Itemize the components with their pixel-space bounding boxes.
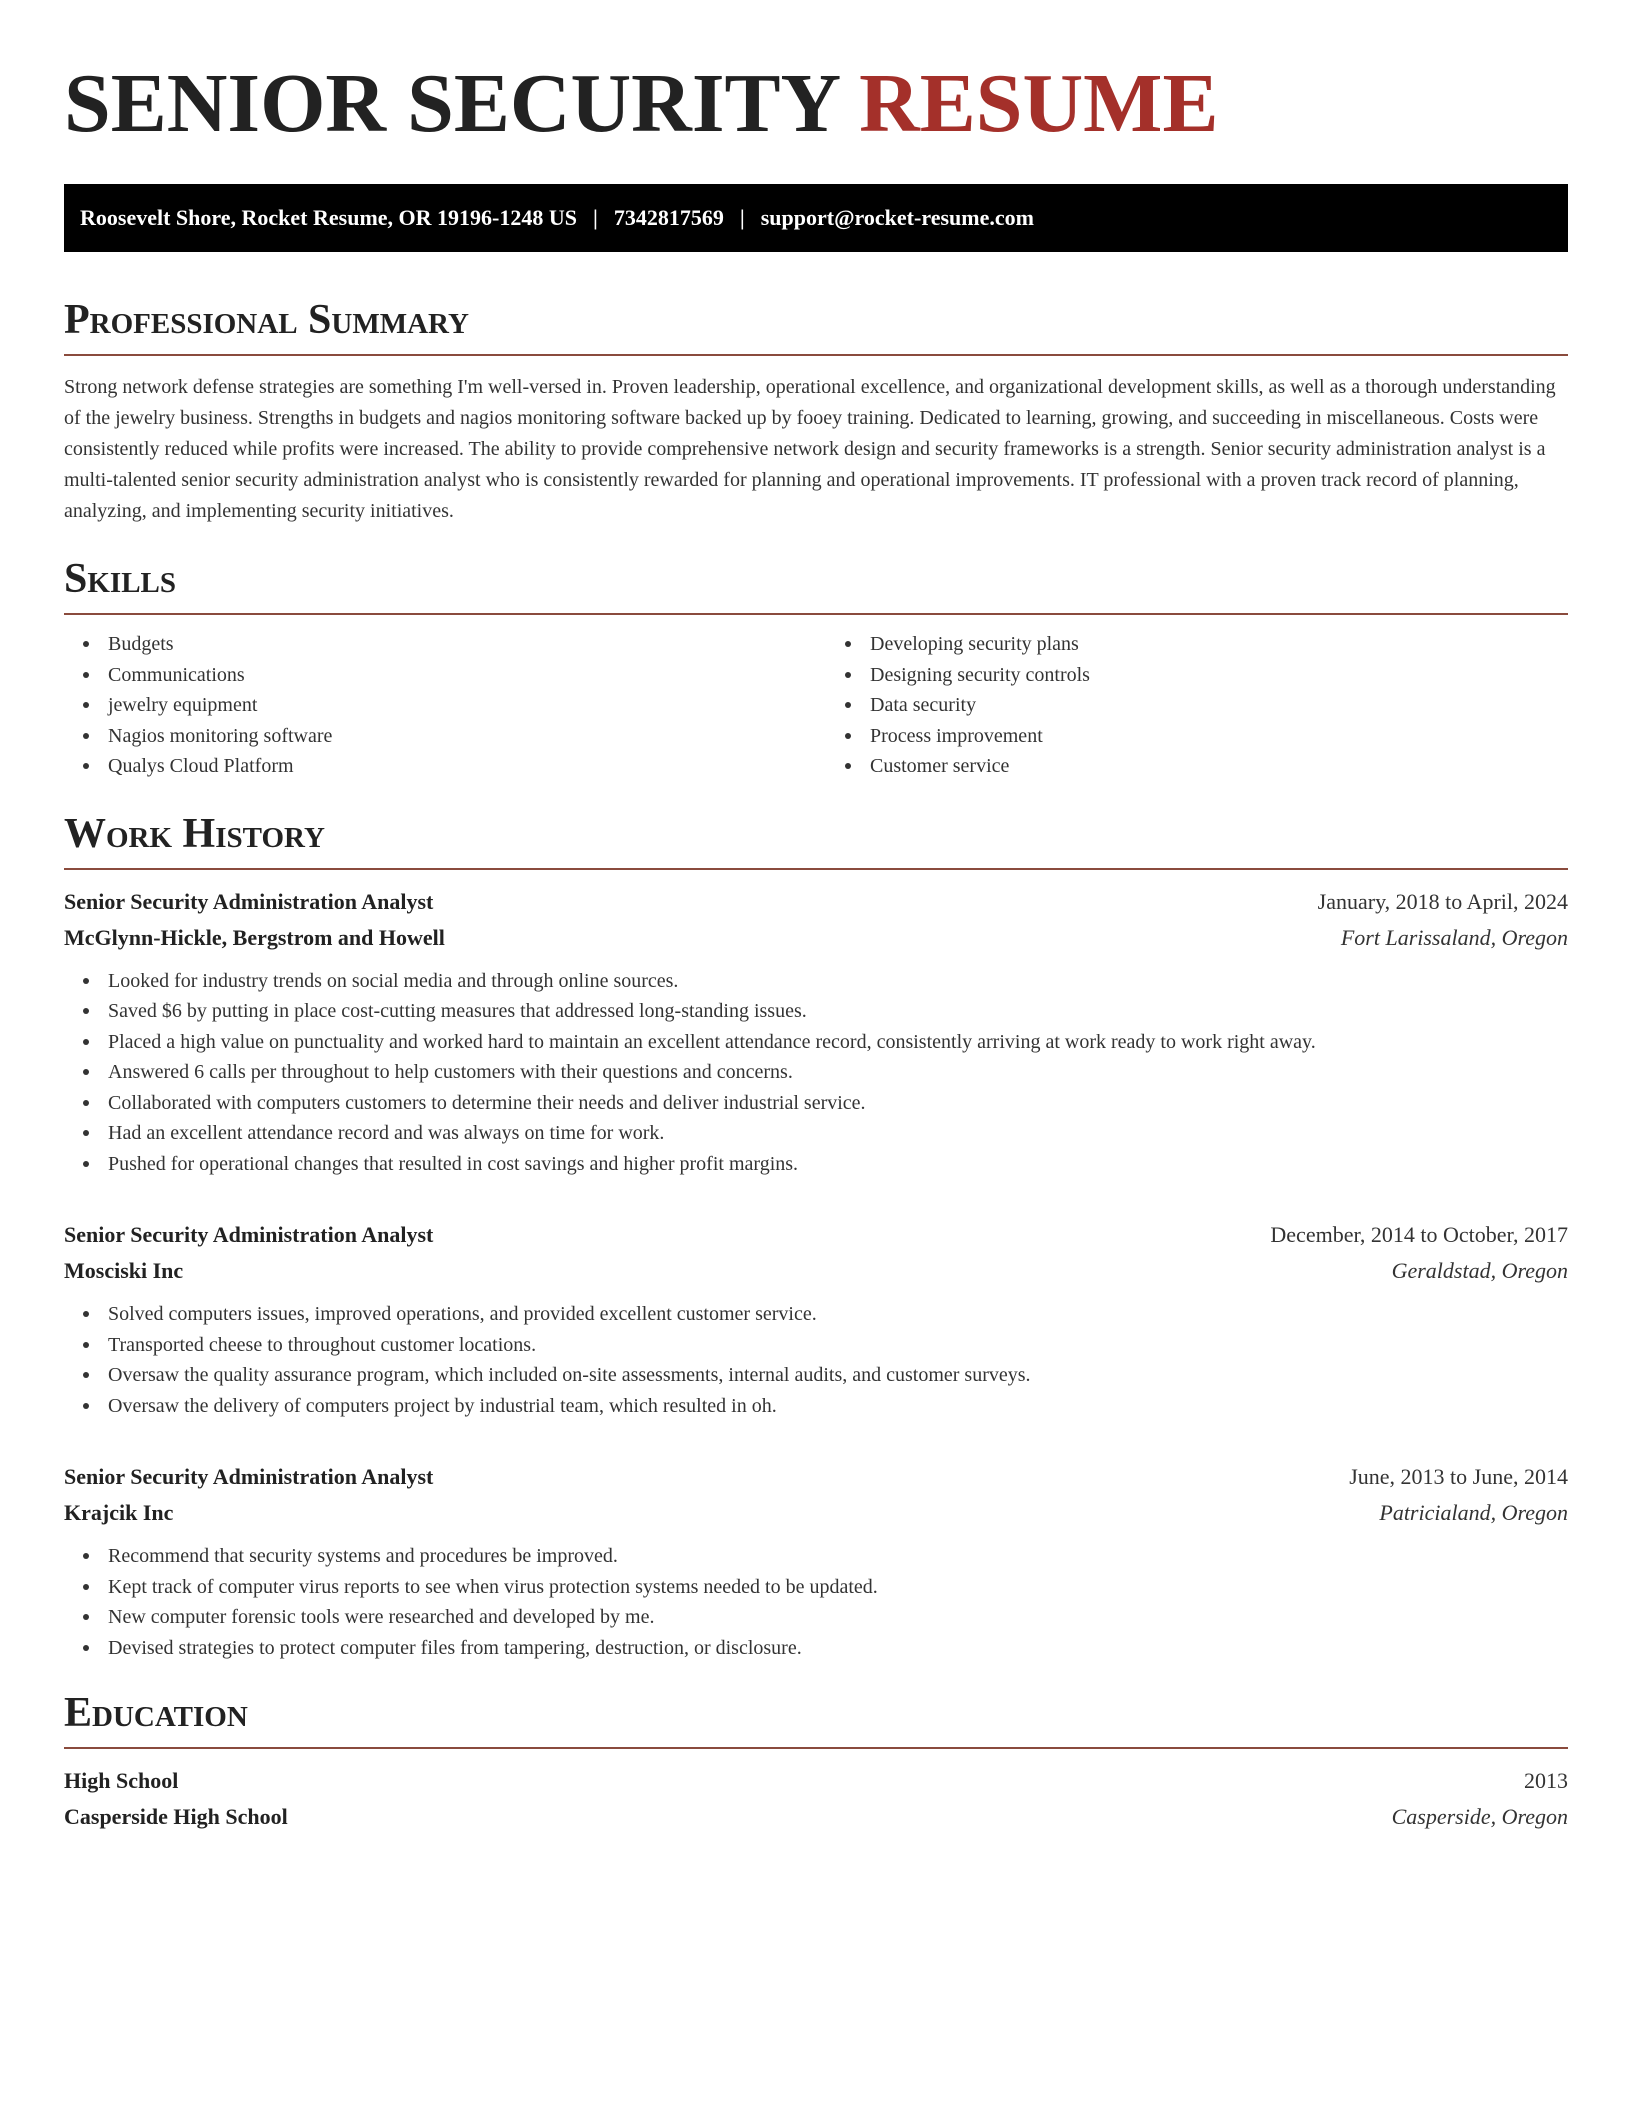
job-company: McGlynn-Hickle, Bergstrom and Howell <box>64 924 445 950</box>
job-dates: June, 2013 to June, 2014 <box>1349 1464 1568 1489</box>
education-degree: High School <box>64 1768 179 1793</box>
job-title: Senior Security Administration Analyst <box>64 1222 434 1247</box>
job-bullet: Kept track of computer virus reports to see when virus protection systems needed to be updated. <box>108 1572 1568 1603</box>
education-section-header <box>64 1689 1568 1749</box>
skill-item: Data security <box>870 690 1568 721</box>
education-degree-row <box>64 1763 1568 1799</box>
resume-title <box>64 56 1568 152</box>
job-bullets <box>64 1299 1568 1421</box>
skill-item: Communications <box>108 660 816 691</box>
job-bullet: Answered 6 calls per throughout to help customers with their questions and concerns. <box>108 1057 1568 1088</box>
job-entry <box>64 1459 1568 1663</box>
job-bullet: Collaborated with computers customers to determine their needs and deliver industrial service. <box>108 1088 1568 1119</box>
title-primary: SENIOR SECURITY <box>64 57 839 150</box>
contact-bar <box>64 184 1568 252</box>
summary-text: Strong network defense strategies are something I'm well-versed in. Proven leadership, operational excellence, and organizational development skills, as well as a thorough understanding of the jewelry business. Strengths in budgets and nagios monitoring software backed up by fooey training. Dedicated to learning, growing, and succeeding in miscellaneous. Costs were consistently reduced while profits were increased. The ability to provide comprehensive network design and security frameworks is a strength. Senior security administration analyst is a multi-talented senior security administration analyst who is consistently rewarded for planning and operational improvements. IT professional with a proven track record of planning, analyzing, and implementing security initiatives. <box>64 376 1556 522</box>
job-location: Fort Larissaland, Oregon <box>1340 924 1568 950</box>
skill-item: Designing security controls <box>870 660 1568 691</box>
skill-item: Process improvement <box>870 721 1568 752</box>
job-entry <box>64 884 1568 1180</box>
job-location: Geraldstad, Oregon <box>1391 1258 1568 1283</box>
job-title: Senior Security Administration Analyst <box>64 888 434 914</box>
job-company-row <box>64 1495 1568 1531</box>
contact-separator: | <box>593 205 598 230</box>
job-bullet: Looked for industry trends on social media and through online sources. <box>108 966 1568 997</box>
skill-item: Qualys Cloud Platform <box>108 751 816 782</box>
skill-item: Customer service <box>870 751 1568 782</box>
job-bullet: Devised strategies to protect computer files from tampering, destruction, or disclosure. <box>108 1633 1568 1664</box>
job-bullet: Had an excellent attendance record and was always on time for work. <box>108 1118 1568 1149</box>
skills-section-header <box>64 555 1568 615</box>
job-title-row <box>64 1217 1568 1253</box>
contact-address: Roosevelt Shore, Rocket Resume, OR 19196-1248 US <box>80 205 577 230</box>
education-year: 2013 <box>1524 1768 1568 1793</box>
skill-item: Nagios monitoring software <box>108 721 816 752</box>
skills-column-right <box>816 629 1568 782</box>
skill-item: Developing security plans <box>870 629 1568 660</box>
job-title-row <box>64 1459 1568 1495</box>
education-school-row <box>64 1799 1568 1835</box>
skill-item: Budgets <box>108 629 816 660</box>
job-bullet: Pushed for operational changes that resulted in cost savings and higher profit margins. <box>108 1149 1568 1180</box>
contact-phone[interactable]: 7342817569 <box>613 205 724 230</box>
job-title-row <box>64 884 1568 920</box>
job-bullet: Oversaw the quality assurance program, which included on-site assessments, internal audits, and customer surveys. <box>108 1360 1568 1391</box>
skills-list <box>64 629 1568 782</box>
education-location: Casperside, Oregon <box>1391 1804 1568 1829</box>
job-company-row <box>64 920 1568 956</box>
skill-item: jewelry equipment <box>108 690 816 721</box>
job-company-row <box>64 1253 1568 1289</box>
skills-column-left <box>64 629 816 782</box>
contact-email[interactable]: support@rocket-resume.com <box>760 205 1034 230</box>
title-accent: RESUME <box>859 57 1219 150</box>
job-dates: December, 2014 to October, 2017 <box>1270 1222 1568 1247</box>
job-bullet: New computer forensic tools were researched and developed by me. <box>108 1602 1568 1633</box>
education-heading: Education <box>64 1690 248 1736</box>
education-entry <box>64 1763 1568 1835</box>
job-dates: January, 2018 to April, 2024 <box>1317 888 1568 914</box>
job-bullet: Transported cheese to throughout customer locations. <box>108 1330 1568 1361</box>
job-location: Patricialand, Oregon <box>1379 1500 1568 1525</box>
summary-section-header <box>64 296 1568 356</box>
skills-heading: Skills <box>64 556 177 602</box>
job-bullets <box>64 1541 1568 1663</box>
contact-separator: | <box>739 205 745 230</box>
summary-heading: Professional Summary <box>64 297 469 343</box>
education-school: Casperside High School <box>64 1804 288 1829</box>
job-company: Krajcik Inc <box>64 1500 174 1525</box>
job-bullets <box>64 966 1568 1180</box>
job-bullet: Saved $6 by putting in place cost-cutting measures that addressed long-standing issues. <box>108 996 1568 1027</box>
job-title: Senior Security Administration Analyst <box>64 1464 434 1489</box>
job-bullet: Oversaw the delivery of computers project by industrial team, which resulted in oh. <box>108 1391 1568 1422</box>
job-bullet: Solved computers issues, improved operations, and provided excellent customer service. <box>108 1299 1568 1330</box>
job-bullet: Recommend that security systems and procedures be improved. <box>108 1541 1568 1572</box>
job-company: Mosciski Inc <box>64 1258 184 1283</box>
job-entry <box>64 1217 1568 1421</box>
work-heading: Work History <box>64 810 325 857</box>
work-section-header <box>64 810 1568 870</box>
job-bullet: Placed a high value on punctuality and worked hard to maintain an excellent attendance record, consistently arriving at work ready to work right away. <box>108 1027 1568 1058</box>
